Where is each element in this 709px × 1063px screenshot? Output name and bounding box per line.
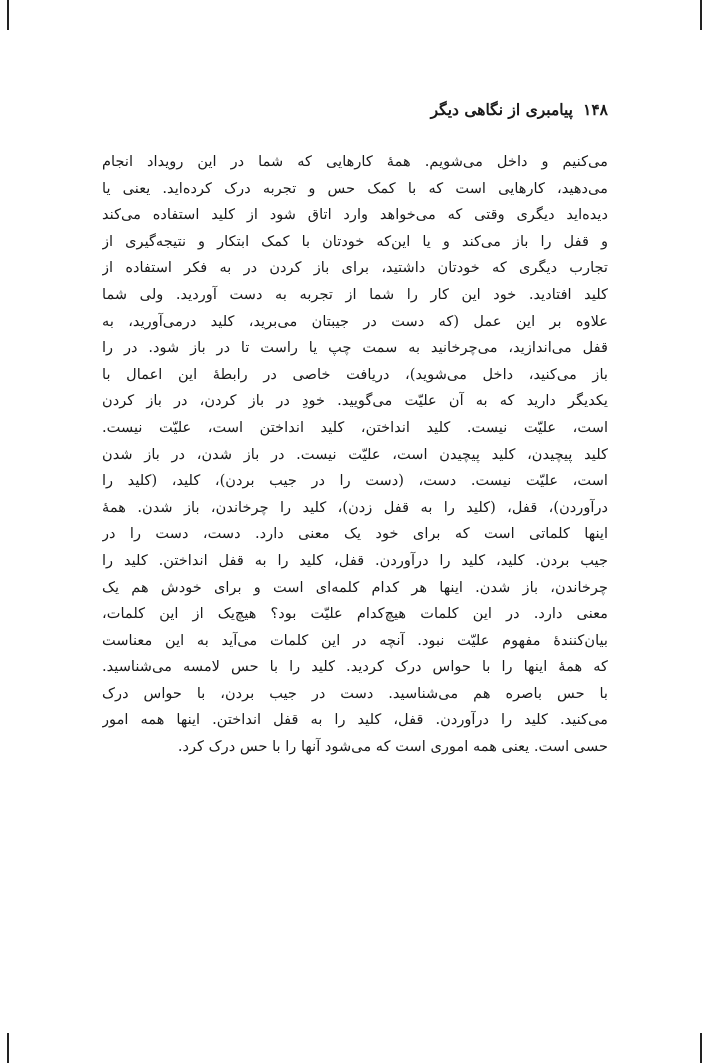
book-page [102, 100, 608, 761]
text-line: درآوردن)، قفل، (کلید را به قفل زدن)، کلید را چرخاندن، باز شدن. همهٔ [102, 498, 608, 516]
text-line: و قفل را باز می‌کند و یا این‌که خودتان با کمک ابتکار و نتیجه‌گیری از [102, 232, 608, 250]
text-line: است، علیّت نیست. دست، (دست را در جیب بردن)، کلید، (کلید را [102, 472, 608, 490]
text-line: کلید افتادید. خود این کار را شما از تجربه به دست آوردید. ولی شما [102, 285, 608, 303]
text-line: جیب بردن. کلید، کلید را درآوردن. قفل، کلید را به قفل انداختن. کلید را [102, 551, 608, 569]
crop-mark-top-left [7, 0, 9, 30]
text-line: حسی است. یعنی همه اموری است که می‌شود آنها را با حس درک کرد. [177, 738, 608, 756]
text-line: با حس باصره هم می‌شناسید. دست در جیب بردن، با حواس درک [102, 684, 608, 702]
page-number: ۱۴۸ [583, 100, 608, 119]
text-line: بیان‌کنندهٔ مفهوم علیّت نبود. آنچه در این کلمات می‌آید به این معناست [102, 631, 608, 649]
text-line: باز می‌کنید، داخل می‌شوید)، دریافت خاصی در رابطهٔ این اعمال با [102, 365, 608, 383]
text-line: می‌کنید. کلید را درآوردن. قفل، کلید را به قفل انداختن. اینها همه امور [102, 711, 608, 729]
book-title: پیامبری از نگاهی دیگر [430, 100, 574, 119]
text-line: چرخاندن، باز شدن. اینها هر کدام کلمه‌ای است و برای خودش هم یک [102, 578, 608, 596]
crop-mark-bottom-right [700, 1033, 702, 1063]
text-line: علاوه بر این عمل (که دست در جیبتان می‌برید، کلید درمی‌آورید، به [102, 312, 608, 330]
text-line: دیده‌اید دیگری وقتی که می‌خواهد وارد اتاق شود از کلید استفاده می‌کند [102, 206, 608, 224]
text-line: است، علیّت نیست. کلید انداختن، کلید انداختن است، علیّت نیست. [102, 418, 608, 436]
crop-mark-bottom-left [7, 1033, 9, 1063]
text-line: معنی دارد. در این کلمات هیچ‌کدام علیّت بود؟ هیچ‌یک از این کلمات، [102, 605, 608, 623]
running-head [102, 100, 608, 126]
text-line: می‌دهید، کارهایی است که با کمک حس و تجربه درک کرده‌اید. یعنی یا [102, 179, 608, 197]
text-line: قفل می‌اندازید، می‌چرخانید به سمت چپ یا راست تا در باز شود. در را [102, 339, 608, 357]
text-line: کلید پیچیدن، کلید پیچیدن است، علیّت نیست. در باز شدن، در باز شدن [102, 445, 608, 463]
text-line: اینها کلماتی است که برای خود یک معنی دارد. دست، دست را در [102, 525, 608, 543]
text-line: می‌کنیم و داخل می‌شویم. همهٔ کارهایی که شما در این رویداد انجام [102, 153, 608, 170]
text-line: که همهٔ اینها را با حواس درک کردید. کلید را با حس لامسه می‌شناسید. [102, 658, 608, 676]
text-line: تجارب دیگری که خودتان داشتید، برای باز کردن در به فکر استفاده از [102, 259, 608, 277]
text-line: یکدیگر دارید که به آن علیّت می‌گویید. خودِ در باز کردن، در باز کردن [102, 392, 608, 410]
body-paragraph [102, 149, 608, 761]
crop-mark-top-right [700, 0, 702, 30]
